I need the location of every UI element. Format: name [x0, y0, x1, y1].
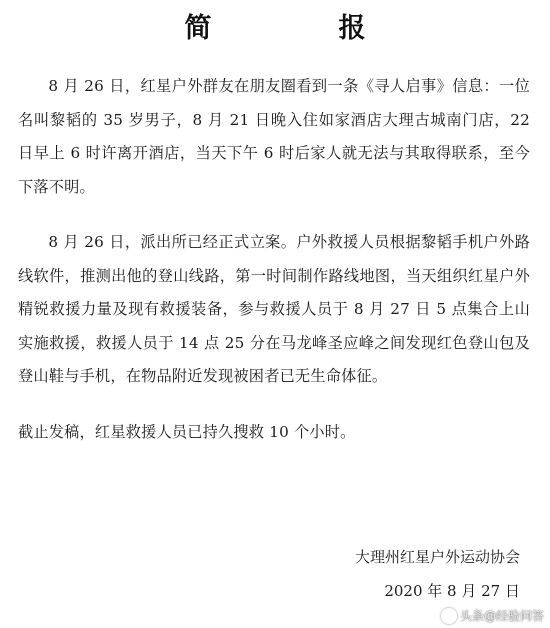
watermark — [441, 607, 544, 624]
document-body — [18, 70, 530, 471]
signature-block — [355, 540, 520, 608]
paragraph-2: 8 月 26 日，派出所已经正式立案。户外救援人员根据黎韬手机户外路线软件，推测出他的登山线路，第一时间制作路线地图，当天组织红星户外精锐救援力量及现有救援装备，参与救援人员于 8 月 27 日 5 点集合上山实施救援，救援人员于 14 点 25 分在马龙峰圣应峰之间发现红色登山包及登山鞋与手机，在物品附近发现被困者已无生命体征。 — [18, 233, 530, 385]
paragraph-3: 截止发稿，红星救援人员已持久搜救 10 个小时。 — [18, 422, 356, 441]
document-title: 简 报 — [184, 13, 416, 44]
paragraph-1: 8 月 26 日，红星户外群友在朋友圈看到一条《寻人启事》信息：一位名叫黎韬的 35 岁男子，8 月 21 日晚入住如家酒店大理古城南门店，22 日早上 6 时许离开酒店，当天下午 6 时后家人就无法与其取得联系，至今下落不明。 — [18, 77, 530, 196]
signature-date: 2020 年 8 月 27 日 — [384, 582, 520, 600]
watermark-text: 头条@经验问答 — [459, 609, 544, 623]
watermark-logo-icon — [441, 608, 457, 624]
signature-organization: 大理州红星户外运动协会 — [354, 548, 520, 566]
